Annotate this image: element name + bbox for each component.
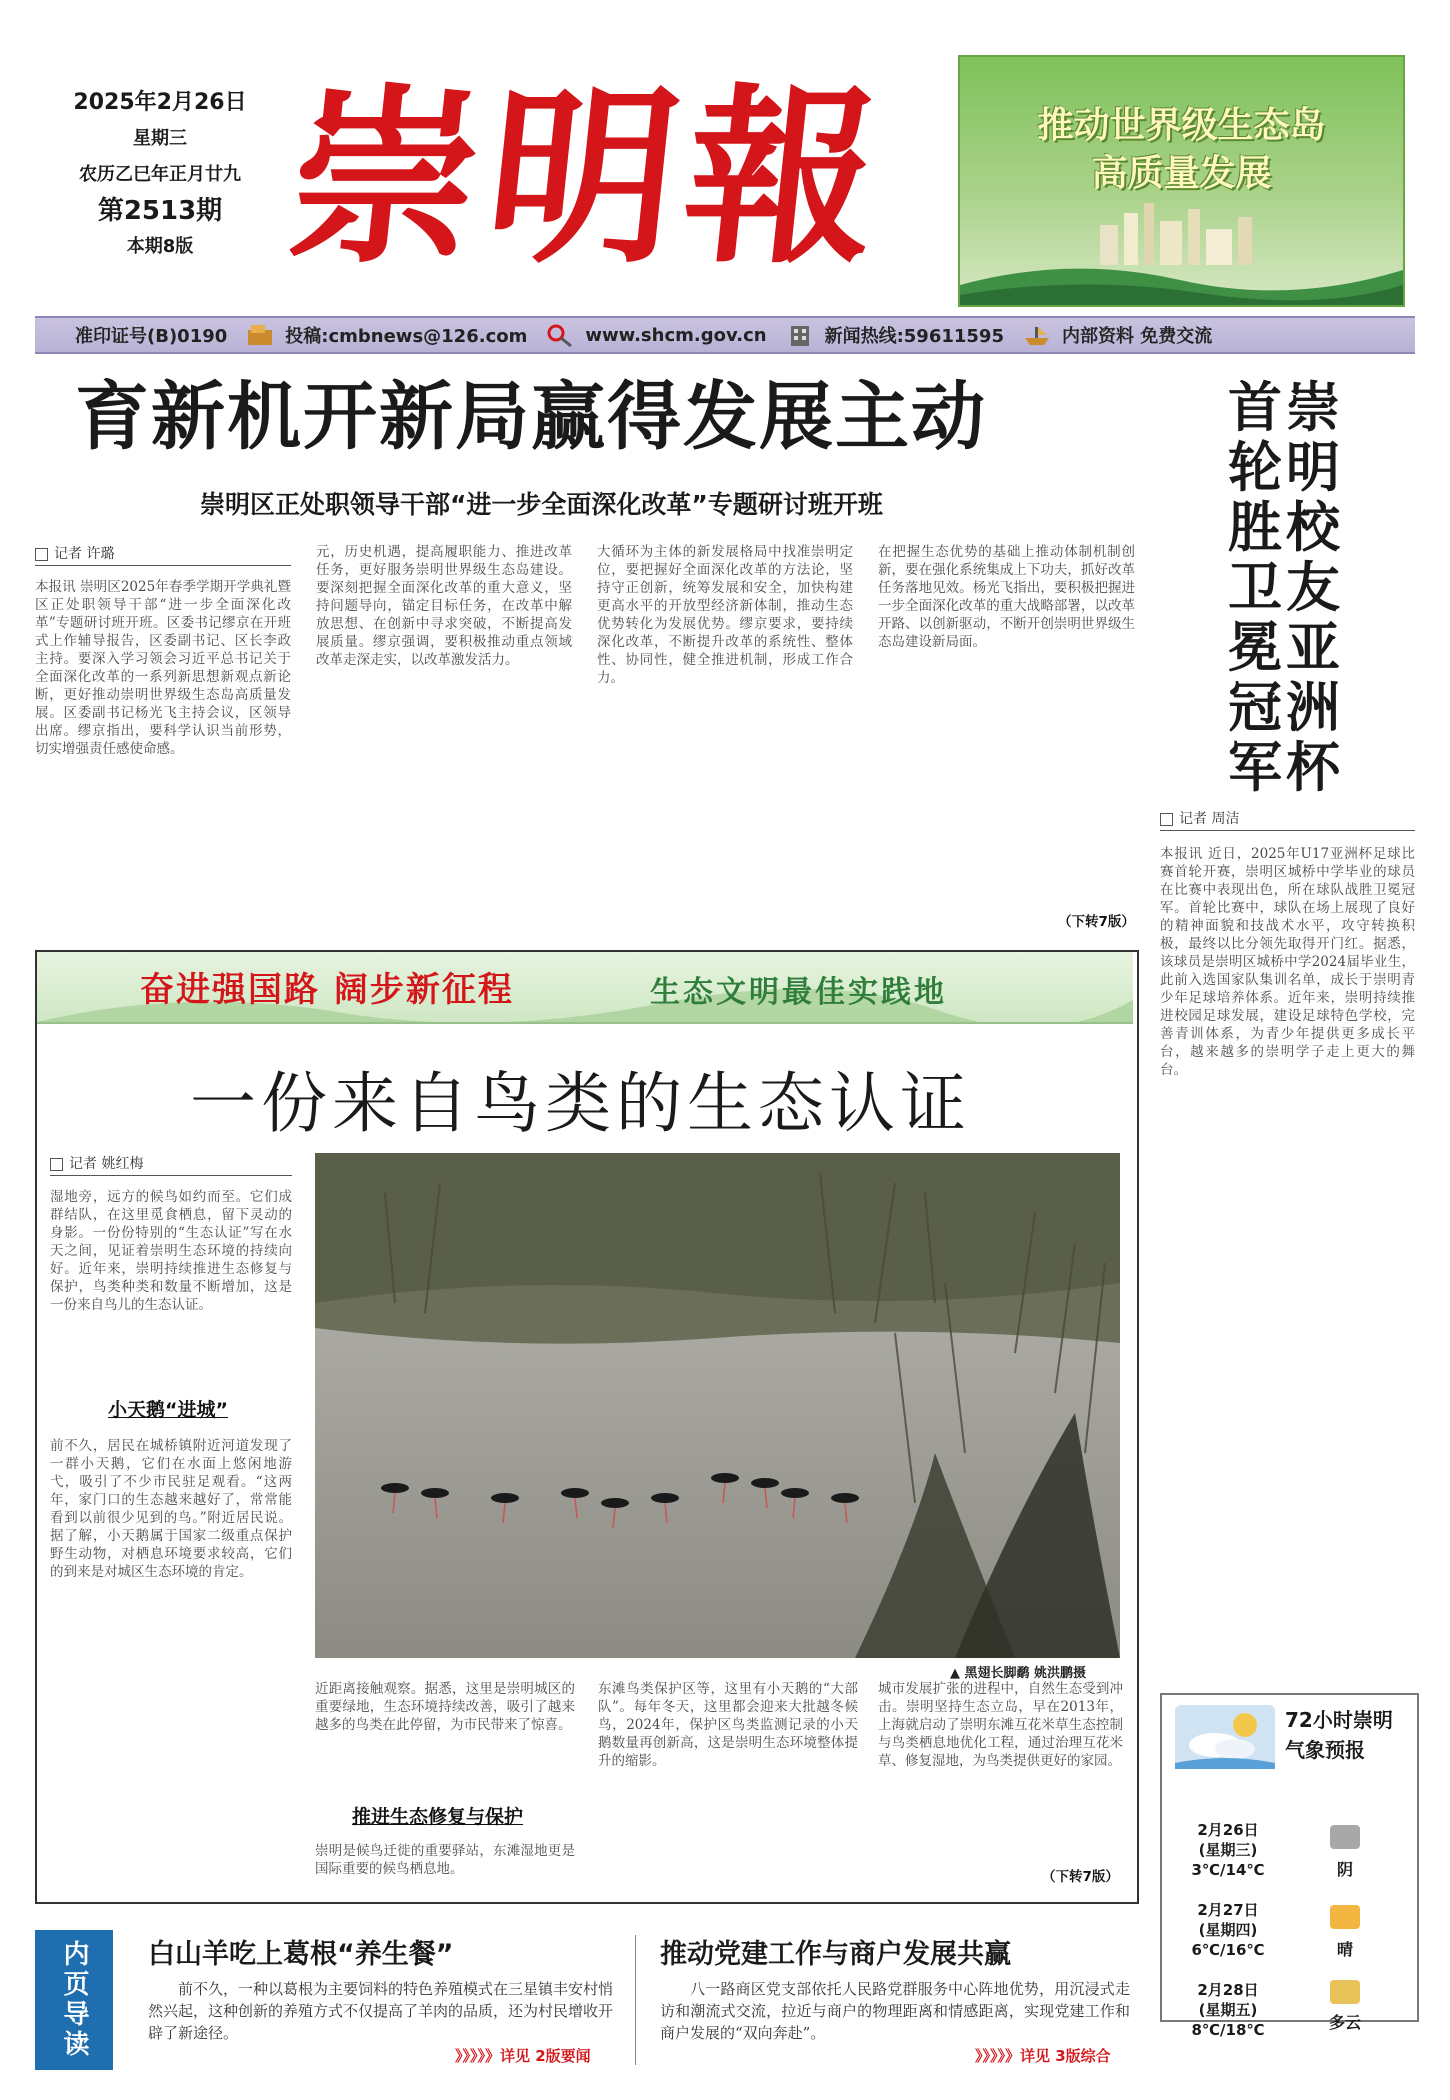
- wave-decoration-icon: [960, 255, 1403, 305]
- weather-illustration-icon: [1175, 1705, 1275, 1769]
- byline-box-icon: [50, 1158, 63, 1171]
- weather-title-line-1: 72小时崇明: [1285, 1708, 1393, 1732]
- guide-a-title[interactable]: 白山羊吃上葛根“养生餐”: [148, 1939, 454, 1970]
- news-hotline: 新闻热线:59611595: [824, 326, 1004, 347]
- website-url[interactable]: www.shcm.gov.cn: [585, 324, 767, 346]
- weather-title-line-2: 气象预报: [1285, 1738, 1365, 1762]
- lead-subhead: 崇明区正处职领导干部“进一步全面深化改革”专题研讨班开班: [200, 490, 883, 519]
- eco-banner-slogan: 奋进强国路 阔步新征程: [140, 970, 514, 1010]
- eco-continued[interactable]: （下转7版）: [1042, 1869, 1119, 1885]
- eco-column-4: 城市发展扩张的进程中，自然生态受到冲击。崇明坚持生态立岛，早在2013年，上海就启动了崇明东滩互花米草生态控制与鸟类栖息地优化工程，通过治理互花米草、修复湿地，为鸟类提供更好的家园。: [878, 1681, 1123, 1769]
- weather-day-3: 2月28日 (星期五) 8℃/18℃: [1191, 1981, 1265, 2039]
- inside-guide-tag: 内页导读: [35, 1930, 113, 2070]
- eco-subheading-2: 推进生态修复与保护: [352, 1806, 524, 1828]
- weekday: 星期三: [133, 128, 187, 149]
- lead-byline: 记者 许璐: [35, 543, 114, 563]
- website-item: [545, 322, 766, 348]
- lead-continued[interactable]: （下转7版）: [1058, 914, 1135, 930]
- hotline-item: [785, 322, 1004, 348]
- eco-intro: 湿地旁，远方的候鸟如约而至。它们成群结队，在这里觅食栖息，留下灵动的身影。一份份特别的“生态认证”写在水天之间，见证着崇明生态环境的持续向好。近年来，崇明持续推进生态修复与保护，鸟类种类和数量不断增加，这是一份来自鸟儿的生态认证。: [50, 1189, 292, 1313]
- sports-body: 本报讯 近日，2025年U17亚洲杯足球比赛首轮开赛，崇明区城桥中学毕业的球员在比赛中表现出色，所在球队战胜卫冕冠军。首轮比赛中，球队在场上展现了良好的精神面貌和技战术水平，攻守转换积极，最终以比分领先取得开门红。据悉，该球员是崇明区城桥中学2024届毕业生，此前入选国家队集训名单，成长于崇明青少年足球培养体系。近年来，崇明持续推进校园足球发展，建设足球特色学校，完善青训体系，为青少年提供更多成长平台，越来越多的崇明学子走上更大的舞台。: [1160, 846, 1415, 1078]
- lead-column-2: 元，历史机遇，提高履职能力、推进改革任务，更好服务崇明世界级生态岛建设。要深刻把握全面深化改革的重大意义，坚持问题导向，锚定目标任务，在改革中解放思想、在创新中寻求突破，不断提高发展质量。缪京强调，要积极推动重点领域改革走深走实，以改革激发活力。: [316, 544, 572, 668]
- weather-desc-2: 晴: [1336, 1940, 1353, 1959]
- guide-b-title[interactable]: 推动党建工作与商户发展共赢: [660, 1939, 1011, 1970]
- page-count: 本期8版: [126, 236, 194, 257]
- newspaper-logo: 崇明報: [278, 66, 896, 289]
- eco-banner-theme: 生态文明最佳实践地: [650, 975, 947, 1010]
- eco-subheading-1: 小天鹅“进城”: [108, 1399, 228, 1421]
- weather-day-2: 2月27日 (星期四) 6℃/16℃: [1191, 1901, 1265, 1959]
- byline-box-icon: [35, 548, 48, 561]
- submission-item: [245, 322, 527, 348]
- cloudy-icon: [1330, 1825, 1360, 1849]
- eco-byline-rule: [50, 1175, 292, 1176]
- wading-birds-photo: [315, 1153, 1120, 1658]
- search-icon: [545, 322, 575, 348]
- weather-day-1: 2月26日 (星期三) 3℃/14℃: [1191, 1821, 1265, 1879]
- eco-byline: 记者 姚红梅: [50, 1153, 143, 1173]
- mailbox-icon: [245, 322, 275, 348]
- sports-title-col-a: 崇明校友亚洲杯: [1286, 376, 1340, 799]
- guide-divider: [635, 1935, 636, 2065]
- sunny-icon: [1330, 1905, 1360, 1929]
- weather-desc-1: 阴: [1336, 1860, 1353, 1879]
- guide-a-body: 前不久，一种以葛根为主要饲料的特色养殖模式在三星镇丰安村悄然兴起，这种创新的养殖方式不仅提高了羊肉的品质，还为村民增收开辟了新途径。: [148, 1980, 614, 2042]
- byline-box-icon: [1160, 813, 1173, 826]
- eco-headline[interactable]: 一份来自鸟类的生态认证: [190, 1065, 971, 1142]
- lead-headline[interactable]: 育新机开新局赢得发展主动: [75, 374, 987, 460]
- building-icon: [785, 322, 815, 348]
- guide-b-link[interactable]: 》》》》》详见 3版综合: [975, 2047, 1111, 2065]
- sports-rule: [1160, 830, 1415, 831]
- partly-cloudy-icon: [1330, 1980, 1360, 2004]
- issue-date: 2025年2月26日: [73, 90, 247, 115]
- eco-paragraph-2: 崇明是候鸟迁徙的重要驿站，东滩湿地更是国际重要的候鸟栖息地。: [315, 1843, 575, 1877]
- submission-email: 投稿:cmbnews@126.com: [285, 326, 528, 347]
- sports-byline: 记者 周洁: [1160, 808, 1239, 828]
- issue-number: 第2513期: [97, 196, 223, 226]
- lead-column-3: 大循环为主体的新发展格局中找准崇明定位，要把握好全面深化改革的方法论，坚持守正创新，统筹发展和安全，加快构建更高水平的开放型经济新体制，推动生态优势转化为发展优势。缪京要求，要持续深化改革，不断提升改革的系统性、整体性、协同性，健全推进机制，形成工作合力。: [597, 544, 853, 686]
- banner-line-1: 推动世界级生态岛: [1037, 105, 1326, 146]
- boat-icon: [1022, 322, 1052, 348]
- banner-line-2: 高质量发展: [1091, 153, 1272, 194]
- photo-caption: ▲ 黑翅长脚鹬 姚洪鹏摄: [950, 1666, 1087, 1681]
- eco-island-banner: [958, 55, 1405, 307]
- license-number: 准印证号(B)0190: [75, 326, 228, 347]
- guide-a-link[interactable]: 》》》》》详见 2版要闻: [455, 2047, 591, 2065]
- lead-column-4: 在把握生态优势的基础上推动体制机制创新，要在强化系统集成上下功夫，抓好改革任务落地见效。杨光飞指出，要积极把握进一步全面深化改革的重大战略部署，以改革开路、以创新驱动，不断开创崇明世界级生态岛建设新局面。: [878, 544, 1135, 650]
- byline-rule: [35, 565, 291, 566]
- sports-title-col-b: 首轮胜卫冕冠军: [1228, 376, 1282, 799]
- note-item: [1022, 322, 1212, 348]
- date-block: [55, 85, 265, 265]
- distribution-note: 内部资料 免费交流: [1061, 326, 1213, 347]
- weather-title: [1285, 1705, 1393, 1765]
- eco-paragraph-1: 前不久，居民在城桥镇附近河道发现了一群小天鹅，它们在水面上悠闲地游弋，吸引了不少市民驻足观看。“这两年，家门口的生态越来越好了，常常能看到以前很少见到的鸟。”附近居民说。据了解，小天鹅属于国家二级重点保护野生动物，对栖息环境要求较高，它们的到来是对城区生态环境的肯定。: [50, 1438, 292, 1580]
- lunar-date: 农历乙巳年正月廿九: [79, 164, 241, 185]
- guide-b-body: 八一路商区党支部依托人民路党群服务中心阵地优势，用沉浸式走访和潮流式交流，拉近与商户的物理距离和情感距离，实现党建工作和商户发展的“双向奔赴”。: [660, 1980, 1130, 2042]
- eco-column-2: 近距离接触观察。据悉，这里是崇明城区的重要绿地，生态环境持续改善，吸引了越来越多的鸟类在此停留，为市民带来了惊喜。: [315, 1681, 575, 1733]
- info-bar: [35, 316, 1415, 354]
- eco-column-3: 东滩鸟类保护区等，这里有小天鹅的“大部队”。每年冬天，这里都会迎来大批越冬候鸟，2024年，保护区鸟类监测记录的小天鹅数量再创新高，这是崇明生态环境整体提升的缩影。: [598, 1681, 858, 1769]
- weather-desc-3: 多云: [1328, 2013, 1361, 2032]
- lead-column-1: 本报讯 崇明区2025年春季学期开学典礼暨区正处职领导干部“进一步全面深化改革”专题研讨班开班。区委书记缪京在开班式上作辅导报告，区委副书记、区长李政主持。要深入学习领会习近平总书记关于全面深化改革的一系列新思想新观点新论断，更好推动崇明世界级生态岛高质量发展。区委副书记杨光飞主持会议，区领导出席。缪京指出，要科学认识当前形势，切实增强责任感使命感。: [35, 579, 291, 757]
